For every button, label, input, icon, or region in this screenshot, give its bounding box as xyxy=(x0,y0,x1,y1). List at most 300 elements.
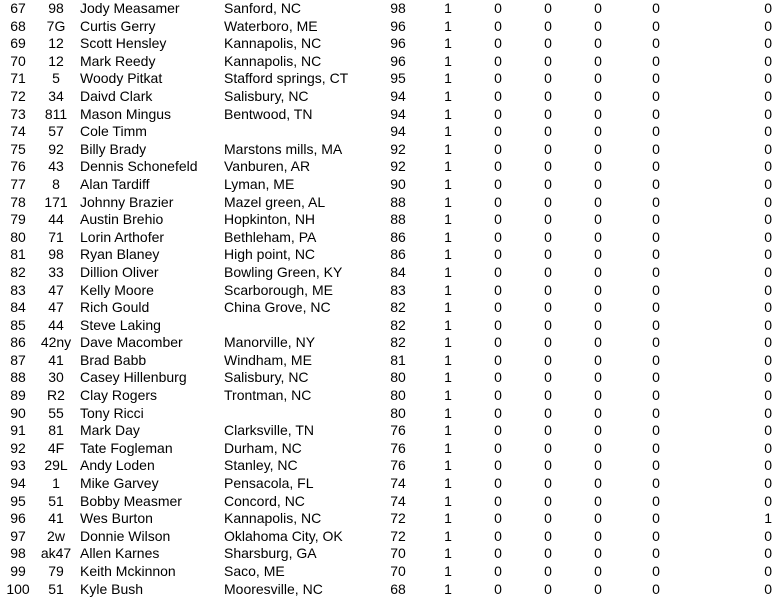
table-row xyxy=(0,18,778,36)
driver-name-cell: Ryan Blaney xyxy=(80,246,160,263)
starts-cell: 1 xyxy=(444,527,452,544)
table-row xyxy=(0,0,778,18)
driver-name-cell: Alan Tardiff xyxy=(80,175,150,192)
last-column-cell: 0 xyxy=(764,334,772,351)
table-row xyxy=(0,475,778,493)
hometown-cell: Lyman, ME xyxy=(224,175,295,192)
car-number-cell: 44 xyxy=(48,211,64,228)
wins-cell: 0 xyxy=(494,404,502,421)
driver-name-cell: Mark Day xyxy=(80,422,140,439)
starts-cell: 1 xyxy=(444,175,452,192)
table-row xyxy=(0,141,778,159)
poles-cell: 0 xyxy=(652,369,660,386)
poles-cell: 0 xyxy=(652,193,660,210)
top10-cell: 0 xyxy=(594,70,602,87)
points-cell: 86 xyxy=(390,246,406,263)
table-row xyxy=(0,545,778,563)
hometown-cell: Bentwood, TN xyxy=(224,105,313,122)
starts-cell: 1 xyxy=(444,580,452,597)
poles-cell: 0 xyxy=(652,510,660,527)
top10-cell: 0 xyxy=(594,563,602,579)
last-column-cell: 0 xyxy=(764,387,772,404)
driver-name-cell: Dillion Oliver xyxy=(80,263,159,280)
table-row xyxy=(0,229,778,247)
table-row xyxy=(0,211,778,229)
position-cell: 79 xyxy=(10,211,26,228)
driver-name-cell: Lorin Arthofer xyxy=(80,228,165,245)
poles-cell: 0 xyxy=(652,563,660,579)
position-cell: 71 xyxy=(10,70,26,87)
wins-cell: 0 xyxy=(494,351,502,368)
top10-cell: 0 xyxy=(594,35,602,52)
wins-cell: 0 xyxy=(494,0,502,16)
starts-cell: 1 xyxy=(444,193,452,210)
table-row xyxy=(0,158,778,176)
top5-cell: 0 xyxy=(544,527,552,544)
poles-cell: 0 xyxy=(652,475,660,492)
last-column-cell: 0 xyxy=(764,87,772,104)
wins-cell: 0 xyxy=(494,457,502,474)
top10-cell: 0 xyxy=(594,422,602,439)
car-number-cell: 43 xyxy=(48,158,64,175)
hometown-cell: Oklahoma City, OK xyxy=(224,527,343,544)
top5-cell: 0 xyxy=(544,35,552,52)
driver-name-cell: Keith Mckinnon xyxy=(80,563,176,579)
poles-cell: 0 xyxy=(652,492,660,509)
points-cell: 70 xyxy=(390,563,406,579)
top10-cell: 0 xyxy=(594,387,602,404)
top10-cell: 0 xyxy=(594,246,602,263)
starts-cell: 1 xyxy=(444,211,452,228)
last-column-cell: 0 xyxy=(764,527,772,544)
points-cell: 86 xyxy=(390,228,406,245)
car-number-cell: 41 xyxy=(48,510,64,527)
last-column-cell: 0 xyxy=(764,281,772,298)
points-cell: 94 xyxy=(390,87,406,104)
top5-cell: 0 xyxy=(544,334,552,351)
last-column-cell: 0 xyxy=(764,70,772,87)
top10-cell: 0 xyxy=(594,140,602,157)
table-row xyxy=(0,123,778,141)
poles-cell: 0 xyxy=(652,17,660,34)
points-cell: 83 xyxy=(390,281,406,298)
points-cell: 88 xyxy=(390,211,406,228)
poles-cell: 0 xyxy=(652,281,660,298)
top5-cell: 0 xyxy=(544,140,552,157)
top5-cell: 0 xyxy=(544,193,552,210)
wins-cell: 0 xyxy=(494,263,502,280)
car-number-cell: 98 xyxy=(48,0,64,16)
top10-cell: 0 xyxy=(594,510,602,527)
last-column-cell: 0 xyxy=(764,439,772,456)
last-column-cell: 0 xyxy=(764,263,772,280)
position-cell: 89 xyxy=(10,387,26,404)
hometown-cell: Clarksville, TN xyxy=(224,422,314,439)
table-row xyxy=(0,510,778,528)
table-row xyxy=(0,35,778,53)
points-cell: 70 xyxy=(390,545,406,562)
top10-cell: 0 xyxy=(594,263,602,280)
position-cell: 92 xyxy=(10,439,26,456)
last-column-cell: 1 xyxy=(764,510,772,527)
position-cell: 86 xyxy=(10,334,26,351)
wins-cell: 0 xyxy=(494,123,502,140)
last-column-cell: 0 xyxy=(764,105,772,122)
table-row xyxy=(0,70,778,88)
last-column-cell: 0 xyxy=(764,158,772,175)
hometown-cell: Trontman, NC xyxy=(224,387,312,404)
top5-cell: 0 xyxy=(544,246,552,263)
starts-cell: 1 xyxy=(444,0,452,16)
top10-cell: 0 xyxy=(594,123,602,140)
hometown-cell: China Grove, NC xyxy=(224,299,331,316)
driver-name-cell: Kyle Bush xyxy=(80,580,144,597)
driver-name-cell: Clay Rogers xyxy=(80,387,158,404)
top10-cell: 0 xyxy=(594,281,602,298)
hometown-cell: Kannapolis, NC xyxy=(224,52,322,69)
table-row xyxy=(0,581,778,599)
position-cell: 73 xyxy=(10,105,26,122)
wins-cell: 0 xyxy=(494,475,502,492)
poles-cell: 0 xyxy=(652,87,660,104)
hometown-cell: Salisbury, NC xyxy=(224,369,309,386)
wins-cell: 0 xyxy=(494,316,502,333)
starts-cell: 1 xyxy=(444,316,452,333)
top5-cell: 0 xyxy=(544,475,552,492)
points-cell: 72 xyxy=(390,510,406,527)
starts-cell: 1 xyxy=(444,492,452,509)
top10-cell: 0 xyxy=(594,0,602,16)
top5-cell: 0 xyxy=(544,492,552,509)
top10-cell: 0 xyxy=(594,228,602,245)
driver-name-cell: Dave Macomber xyxy=(80,334,183,351)
starts-cell: 1 xyxy=(444,387,452,404)
points-cell: 80 xyxy=(390,404,406,421)
position-cell: 87 xyxy=(10,351,26,368)
car-number-cell: 29L xyxy=(44,457,68,474)
poles-cell: 0 xyxy=(652,404,660,421)
position-cell: 94 xyxy=(10,475,26,492)
table-row xyxy=(0,88,778,106)
table-row xyxy=(0,106,778,124)
table-row xyxy=(0,246,778,264)
points-cell: 88 xyxy=(390,193,406,210)
top5-cell: 0 xyxy=(544,211,552,228)
last-column-cell: 0 xyxy=(764,228,772,245)
last-column-cell: 0 xyxy=(764,140,772,157)
hometown-cell: Hopkinton, NH xyxy=(224,211,316,228)
position-cell: 68 xyxy=(10,17,26,34)
points-cell: 82 xyxy=(390,299,406,316)
hometown-cell: Windham, ME xyxy=(224,351,312,368)
top10-cell: 0 xyxy=(594,316,602,333)
top5-cell: 0 xyxy=(544,369,552,386)
wins-cell: 0 xyxy=(494,563,502,579)
car-number-cell: 7G xyxy=(46,17,66,34)
wins-cell: 0 xyxy=(494,527,502,544)
driver-name-cell: Daivd Clark xyxy=(80,87,153,104)
last-column-cell: 0 xyxy=(764,211,772,228)
last-column-cell: 0 xyxy=(764,0,772,16)
poles-cell: 0 xyxy=(652,35,660,52)
wins-cell: 0 xyxy=(494,211,502,228)
last-column-cell: 0 xyxy=(764,563,772,579)
starts-cell: 1 xyxy=(444,545,452,562)
car-number-cell: 4F xyxy=(47,439,65,456)
last-column-cell: 0 xyxy=(764,475,772,492)
driver-name-cell: Allen Karnes xyxy=(80,545,160,562)
points-cell: 74 xyxy=(390,492,406,509)
last-column-cell: 0 xyxy=(764,17,772,34)
poles-cell: 0 xyxy=(652,158,660,175)
car-number-cell: 811 xyxy=(44,105,68,122)
top10-cell: 0 xyxy=(594,369,602,386)
position-cell: 84 xyxy=(10,299,26,316)
driver-name-cell: Tony Ricci xyxy=(80,404,144,421)
position-cell: 98 xyxy=(10,545,26,562)
points-cell: 82 xyxy=(390,316,406,333)
driver-name-cell: Mike Garvey xyxy=(80,475,159,492)
poles-cell: 0 xyxy=(652,316,660,333)
driver-name-cell: Woody Pitkat xyxy=(80,70,163,87)
starts-cell: 1 xyxy=(444,281,452,298)
starts-cell: 1 xyxy=(444,123,452,140)
car-number-cell: 8 xyxy=(52,175,60,192)
hometown-cell: Stanley, NC xyxy=(224,457,298,474)
poles-cell: 0 xyxy=(652,334,660,351)
last-column-cell: 0 xyxy=(764,457,772,474)
starts-cell: 1 xyxy=(444,105,452,122)
last-column-cell: 0 xyxy=(764,35,772,52)
table-row xyxy=(0,457,778,475)
starts-cell: 1 xyxy=(444,263,452,280)
position-cell: 88 xyxy=(10,369,26,386)
top10-cell: 0 xyxy=(594,175,602,192)
hometown-cell xyxy=(224,317,374,335)
points-cell: 96 xyxy=(390,35,406,52)
points-cell: 80 xyxy=(390,387,406,404)
driver-name-cell: Steve Laking xyxy=(80,316,161,333)
car-number-cell: 2w xyxy=(47,527,65,544)
table-row xyxy=(0,405,778,423)
car-number-cell: 1 xyxy=(52,475,60,492)
position-cell: 81 xyxy=(10,246,26,263)
last-column-cell: 0 xyxy=(764,246,772,263)
position-cell: 77 xyxy=(10,175,26,192)
last-column-cell: 0 xyxy=(764,404,772,421)
hometown-cell: Kannapolis, NC xyxy=(224,35,322,52)
top10-cell: 0 xyxy=(594,334,602,351)
top10-cell: 0 xyxy=(594,211,602,228)
starts-cell: 1 xyxy=(444,475,452,492)
last-column-cell: 0 xyxy=(764,422,772,439)
poles-cell: 0 xyxy=(652,140,660,157)
top10-cell: 0 xyxy=(594,527,602,544)
poles-cell: 0 xyxy=(652,246,660,263)
hometown-cell: Mazel green, AL xyxy=(224,193,326,210)
points-cell: 92 xyxy=(390,140,406,157)
points-cell: 74 xyxy=(390,475,406,492)
top10-cell: 0 xyxy=(594,439,602,456)
poles-cell: 0 xyxy=(652,123,660,140)
points-cell: 90 xyxy=(390,175,406,192)
top5-cell: 0 xyxy=(544,299,552,316)
points-cell: 76 xyxy=(390,422,406,439)
car-number-cell: 55 xyxy=(48,404,64,421)
top5-cell: 0 xyxy=(544,545,552,562)
top5-cell: 0 xyxy=(544,510,552,527)
top5-cell: 0 xyxy=(544,563,552,579)
driver-name-cell: Donnie Wilson xyxy=(80,527,171,544)
wins-cell: 0 xyxy=(494,369,502,386)
starts-cell: 1 xyxy=(444,228,452,245)
car-number-cell: 51 xyxy=(48,580,64,597)
table-row xyxy=(0,528,778,546)
starts-cell: 1 xyxy=(444,563,452,579)
poles-cell: 0 xyxy=(652,387,660,404)
starts-cell: 1 xyxy=(444,17,452,34)
car-number-cell: 79 xyxy=(48,563,64,579)
poles-cell: 0 xyxy=(652,580,660,597)
position-cell: 93 xyxy=(10,457,26,474)
driver-name-cell: Jody Measamer xyxy=(80,0,180,16)
top5-cell: 0 xyxy=(544,404,552,421)
driver-name-cell: Bobby Measmer xyxy=(80,492,182,509)
top10-cell: 0 xyxy=(594,193,602,210)
car-number-cell: 41 xyxy=(48,351,64,368)
poles-cell: 0 xyxy=(652,457,660,474)
hometown-cell xyxy=(224,123,374,141)
driver-name-cell: Curtis Gerry xyxy=(80,17,156,34)
top10-cell: 0 xyxy=(594,52,602,69)
wins-cell: 0 xyxy=(494,492,502,509)
points-cell: 98 xyxy=(390,0,406,16)
driver-name-cell: Johnny Brazier xyxy=(80,193,174,210)
points-cell: 80 xyxy=(390,369,406,386)
last-column-cell: 0 xyxy=(764,580,772,597)
position-cell: 82 xyxy=(10,263,26,280)
top5-cell: 0 xyxy=(544,580,552,597)
car-number-cell: 71 xyxy=(48,228,64,245)
driver-name-cell: Kelly Moore xyxy=(80,281,154,298)
hometown-cell: Vanburen, AR xyxy=(224,158,311,175)
top10-cell: 0 xyxy=(594,404,602,421)
hometown-cell: Scarborough, ME xyxy=(224,281,333,298)
top5-cell: 0 xyxy=(544,263,552,280)
driver-name-cell: Tate Fogleman xyxy=(80,439,173,456)
hometown-cell: Sharsburg, GA xyxy=(224,545,317,562)
top5-cell: 0 xyxy=(544,52,552,69)
top10-cell: 0 xyxy=(594,87,602,104)
car-number-cell: 57 xyxy=(48,123,64,140)
last-column-cell: 0 xyxy=(764,123,772,140)
last-column-cell: 0 xyxy=(764,492,772,509)
points-cell: 95 xyxy=(390,70,406,87)
top10-cell: 0 xyxy=(594,105,602,122)
starts-cell: 1 xyxy=(444,369,452,386)
last-column-cell: 0 xyxy=(764,369,772,386)
driver-name-cell: Scott Hensley xyxy=(80,35,167,52)
top5-cell: 0 xyxy=(544,105,552,122)
hometown-cell: Bowling Green, KY xyxy=(224,263,343,280)
driver-name-cell: Mark Reedy xyxy=(80,52,156,69)
wins-cell: 0 xyxy=(494,281,502,298)
car-number-cell: 81 xyxy=(48,422,64,439)
poles-cell: 0 xyxy=(652,105,660,122)
driver-name-cell: Rich Gould xyxy=(80,299,150,316)
position-cell: 75 xyxy=(10,140,26,157)
top5-cell: 0 xyxy=(544,158,552,175)
position-cell: 74 xyxy=(10,123,26,140)
points-cell: 96 xyxy=(390,17,406,34)
hometown-cell: Pensacola, FL xyxy=(224,475,314,492)
points-cell: 81 xyxy=(390,351,406,368)
car-number-cell: 92 xyxy=(48,140,64,157)
top5-cell: 0 xyxy=(544,316,552,333)
position-cell: 85 xyxy=(10,316,26,333)
driver-name-cell: Andy Loden xyxy=(80,457,155,474)
position-cell: 80 xyxy=(10,228,26,245)
table-row xyxy=(0,563,778,581)
hometown-cell: Sanford, NC xyxy=(224,0,302,16)
top5-cell: 0 xyxy=(544,123,552,140)
wins-cell: 0 xyxy=(494,246,502,263)
points-cell: 96 xyxy=(390,52,406,69)
driver-name-cell: Cole Timm xyxy=(80,123,147,140)
car-number-cell: 33 xyxy=(48,263,64,280)
car-number-cell: 98 xyxy=(48,246,64,263)
last-column-cell: 0 xyxy=(764,351,772,368)
top10-cell: 0 xyxy=(594,475,602,492)
hometown-cell: Waterboro, ME xyxy=(224,17,318,34)
wins-cell: 0 xyxy=(494,158,502,175)
hometown-cell: High point, NC xyxy=(224,246,316,263)
car-number-cell: 51 xyxy=(48,492,64,509)
points-cell: 82 xyxy=(390,334,406,351)
starts-cell: 1 xyxy=(444,246,452,263)
starts-cell: 1 xyxy=(444,422,452,439)
hometown-cell: Durham, NC xyxy=(224,439,302,456)
points-cell: 68 xyxy=(390,580,406,597)
starts-cell: 1 xyxy=(444,404,452,421)
wins-cell: 0 xyxy=(494,193,502,210)
car-number-cell: 34 xyxy=(48,87,64,104)
wins-cell: 0 xyxy=(494,17,502,34)
starts-cell: 1 xyxy=(444,87,452,104)
top5-cell: 0 xyxy=(544,87,552,104)
wins-cell: 0 xyxy=(494,439,502,456)
starts-cell: 1 xyxy=(444,351,452,368)
starts-cell: 1 xyxy=(444,70,452,87)
starts-cell: 1 xyxy=(444,35,452,52)
table-row xyxy=(0,282,778,300)
wins-cell: 0 xyxy=(494,545,502,562)
poles-cell: 0 xyxy=(652,52,660,69)
top5-cell: 0 xyxy=(544,281,552,298)
top5-cell: 0 xyxy=(544,457,552,474)
table-row xyxy=(0,194,778,212)
position-cell: 70 xyxy=(10,52,26,69)
poles-cell: 0 xyxy=(652,211,660,228)
table-row xyxy=(0,299,778,317)
top10-cell: 0 xyxy=(594,492,602,509)
top5-cell: 0 xyxy=(544,175,552,192)
wins-cell: 0 xyxy=(494,228,502,245)
poles-cell: 0 xyxy=(652,422,660,439)
position-cell: 96 xyxy=(10,510,26,527)
table-row xyxy=(0,264,778,282)
top10-cell: 0 xyxy=(594,17,602,34)
